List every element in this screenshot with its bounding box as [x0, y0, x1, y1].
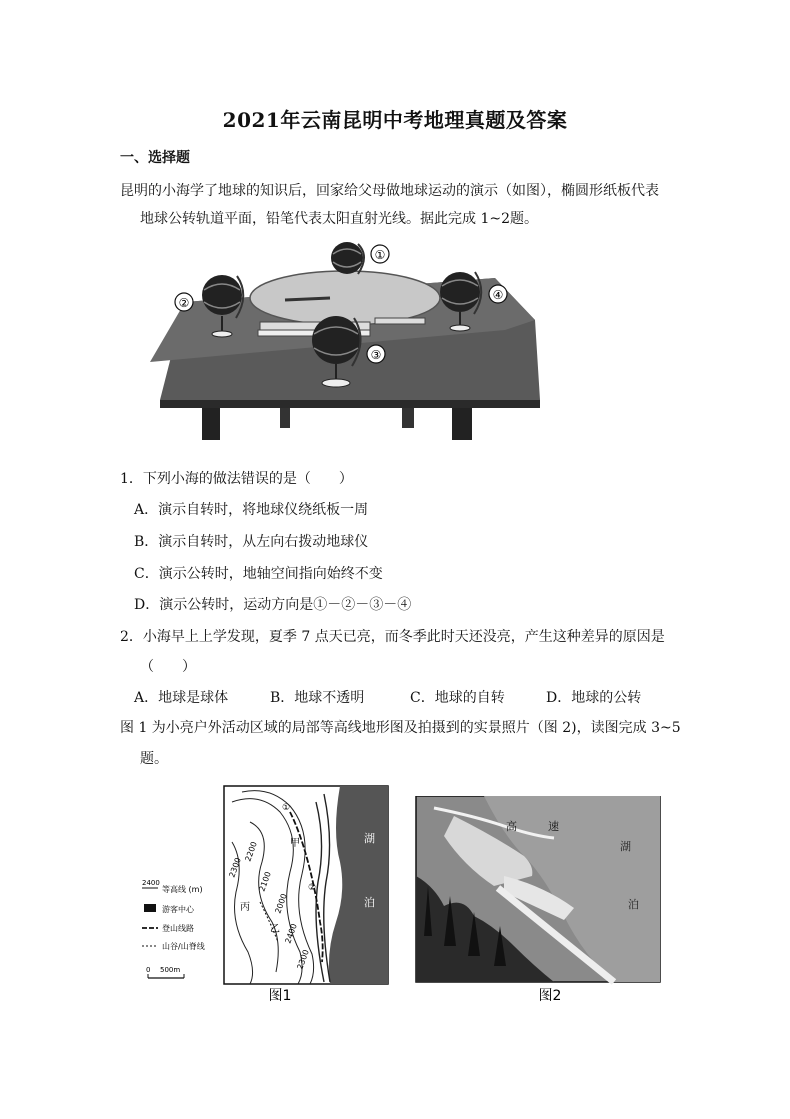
figure1-label-4: ④	[492, 288, 504, 302]
globe-icon	[331, 242, 364, 274]
photo-label-su: 速	[548, 820, 559, 833]
place-label-lake-2: 泊	[364, 896, 375, 909]
figure1-label-2: ②	[178, 296, 190, 310]
place-label-1: ①	[282, 803, 291, 813]
figure-globe-demo	[140, 240, 570, 440]
page-title: 2021年云南昆明中考地理真题及答案	[222, 108, 568, 132]
figure1-label-3: ③	[370, 348, 382, 362]
contour-label: 2300	[227, 856, 243, 879]
intro2-line2: 题。	[140, 751, 168, 767]
place-label-bing: 丙	[240, 902, 250, 913]
q2-option-a: A．地球是球体	[134, 690, 229, 706]
q2-stem: 2．小海早上上学发现，夏季 7 点天已亮，而冬季此时天还没亮，产生这种差异的原因是	[120, 629, 665, 645]
legend-ridge: 山谷/山脊线	[162, 942, 205, 951]
photo-label-bo: 泊	[628, 898, 639, 911]
photo-label-gao: 高	[506, 820, 517, 833]
legend-visitor-center: 游客中心	[162, 905, 194, 914]
scale-distance: 500m	[160, 966, 181, 974]
figure-contour-map	[140, 782, 390, 1004]
section-heading: 一、选择题	[120, 150, 190, 166]
q2-option-c: C．地球的自转	[410, 690, 505, 706]
q1-stem: 1．下列小海的做法错误的是（ ）	[120, 471, 353, 487]
photo-caption: 图2	[538, 988, 562, 1004]
q2-bracket: （ ）	[140, 659, 196, 675]
q1-option-c: C．演示公转时，地轴空间指向始终不变	[134, 566, 383, 582]
visitor-center-icon	[144, 904, 156, 912]
q1-option-d: D．演示公转时，运动方向是①－②－③－④	[134, 597, 412, 613]
q2-option-b: B．地球不透明	[270, 690, 365, 706]
contour-label: 2000	[273, 892, 289, 915]
q1-option-b: B．演示自转时，从左向右拨动地球仪	[134, 534, 369, 550]
q1-option-a: A．演示自转时，将地球仪绕纸板一周	[134, 502, 369, 518]
map-caption: 图1	[268, 988, 292, 1004]
contour-label: 2100	[257, 870, 273, 893]
q2-option-d: D．地球的公转	[546, 690, 642, 706]
place-label-2: ②	[308, 883, 317, 893]
place-label-yi: 乙	[270, 924, 280, 935]
intro1-line1: 昆明的小海学了地球的知识后，回家给父母做地球运动的演示（如图），椭圆形纸板代表	[120, 183, 659, 199]
legend-path: 登山线路	[162, 924, 194, 933]
legend-contour-value: 2400	[142, 879, 160, 887]
contour-label: 2200	[243, 840, 259, 863]
scale-zero: 0	[146, 966, 151, 974]
photo-label-hu: 湖	[620, 840, 631, 853]
figure1-label-1: ①	[374, 248, 386, 262]
intro1-line2: 地球公转轨道平面，铅笔代表太阳直射光线。据此完成 1~2题。	[140, 211, 538, 227]
place-label-lake-1: 湖	[364, 832, 375, 845]
figure-photo	[414, 796, 664, 1006]
contour-label: 2400	[283, 922, 299, 945]
intro2-line1: 图 1 为小亮户外活动区域的局部等高线地形图及拍摄到的实景照片（图 2)，读图完成 3~5	[120, 720, 681, 736]
legend-contour: 等高线 (m)	[162, 885, 203, 894]
contour-label: 2300	[295, 948, 311, 971]
place-label-jia: 甲	[290, 838, 300, 849]
